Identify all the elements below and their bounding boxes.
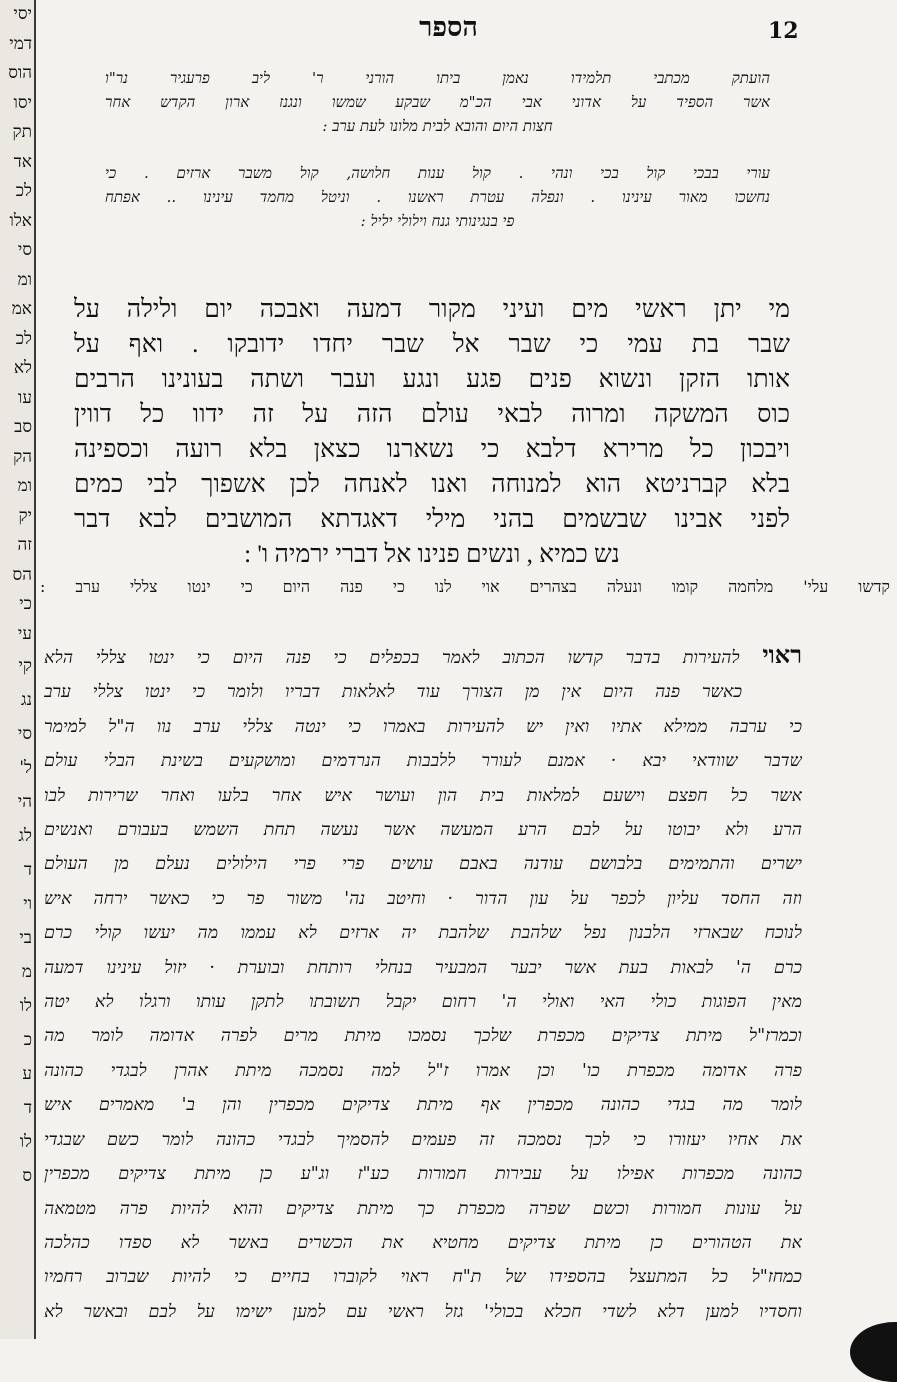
margin-fragment: אמ [11,299,32,319]
intro-paragraph [105,66,770,138]
main-line: שבר בת עמי כי שבר אל שבר יחדו ידובקו . ואף על [74,331,790,358]
commentary-line: לנוכח שבארזי הלבנון נפל שלהבת שלהבת יה ארזים לא עממו מה יעשו קולי כרם [44,923,802,944]
commentary-line: וכמרז"ל מיתת צדיקים מכפרת שלכך נסמכו מיתת מרים לפרה אדומה לומר מה [44,1026,802,1047]
commentary-line: וזה החסד עליון לכפר על עון הדור · וחיטב נה' משור פר כי כאשר ירחה איש [44,888,802,909]
margin-fragment: זה [17,535,32,555]
commentary-line: ישרים והתמימים בלבושם עודנה באבם עושים פרי פרי הילולים נעלם מן העולם [44,854,802,875]
commentary-line: פרה אדומה מכפרת כו' וכן אמרו ז"ל למה נסמכה מיתת אהרן לבגדי כהונה [44,1060,802,1081]
commentary-line: כאשר פנה היום אין מן הצורך עוד לאלאות דבריו ולומר כי ינטו צללי ערב [44,682,742,703]
main-line: נש כמיא , ונשים פנינו אל דברי ירמיה ו' : [244,541,620,568]
margin-fragment: סי [17,724,32,744]
commentary-line: כמחז"ל כל המתעצל בהספידו של ת"ח ראוי לקוברו בחיים כי להיות שברוב רחמיו [44,1267,802,1288]
intro-line: חצות היום והובא לבית מלונו לעת ערב : [322,117,553,135]
commentary-line: כהונה מכפרות אפילו על עבירות חמורות כע"ז וג"ע כן מיתת צדיקים מכפרין [44,1164,802,1185]
margin-fragment: יק [18,505,32,526]
lament-line: עורי בבכי קול בכי ונהי . קול ענות חלושה, קול משבר ארזים . כי [105,164,770,182]
margin-fragment: לכ [15,328,32,349]
main-line: אותו הזקן ונשוא פנים פגע ונגע ועבר ושתה בעונינו הרבים [74,366,790,393]
margin-fragment: הוס [8,63,32,83]
commentary-line: לומר מה בגדי כהונה מכפרין אף מיתת צדיקים מכפרין והן ב' מאמרים איש [44,1095,802,1116]
page-title: הספר [419,12,478,43]
commentary-line: אשר כל חפצם וישעם למלאות בית הון ועושר איש אחר בלעו ואחר שרירות לבו [44,785,802,806]
commentary-line: על עונות חמורות וכשם שפרה מכפרת כך מיתת צדיקים והוא להיות פרה מטמאה [44,1198,802,1219]
margin-fragment: לו [19,1132,32,1152]
commentary-line: כרם ה' לבאות בעת אשר יבער המבעיר בנחלי רותחת ובוערת · יזול עינינו דמעה [44,957,802,978]
margin-fragment: ד [23,1098,32,1118]
commentary-line: שדבר שוודאי יבא · אמנם לעורר ללבבות הנרדמים ומושקעים בשינת הבלי עולם [44,751,802,772]
margin-fragment: קי [18,656,32,676]
commentary [44,638,802,1329]
margin-fragment: וי [23,894,32,914]
margin-fragment: אלו [9,210,32,231]
main-line: מי יתן ראשי מים ועיני מקור דמעה ואבכה יום ולילה על [74,296,790,323]
margin-fragment: ע [22,1064,32,1084]
margin-fragment: בי [19,928,32,948]
margin-fragment: ל' [19,758,32,778]
adjacent-page-margin [0,0,36,1339]
margin-fragment: סב [14,417,32,437]
main-line: ויבכון כל מרירא דלבא כי נשארנו כצאן בלא רועה וכספינה [74,436,790,463]
margin-fragment: הק [13,446,32,467]
intro-line: הועתק מכתבי תלמידו נאמן ביתו הורני ר' ליב פרעגיר נר"ו [105,69,770,87]
margin-fragment: כי [19,594,32,614]
lament-paragraph [105,161,770,233]
lament-line: נחשכו מאור עינינו . ונפלה עטרת ראשנו . וניטל מחמד עינינו .. אפתח [105,188,770,206]
commentary-line: הרע ולא יבוטו על לבם הרע המעשה אשר נעשה תחת השמש בעבורם ואנשים [44,820,802,841]
commentary-first-line [44,638,802,675]
main-line: בלא קברניטא הוא למנוחה ואנו לאנחה לכן אשפוך לבי כמים [74,471,790,498]
margin-fragment: ומ [17,269,32,290]
margin-fragment: כ [23,1030,32,1050]
commentary-line: את אחיו יעזורו כי לכך נסמכה זה פעמים להסמיך לבגדי כהונה לומר כשם שבגדי [44,1129,802,1150]
margin-fragment: לכ [15,181,32,201]
margin-fragment: מ [21,962,32,982]
main-line: לפני אבינו שבשמים בהני מילי דאגדתא המושבים לבא דבר [74,506,790,533]
verse-line: קדשו עלי' מלחמה קומו ונעלה בצהרים אוי לנו כי פנה היום כי ינטו צללי ערב : [40,577,890,596]
margin-fragment: ומ [17,476,32,496]
margin-fragment: אד [13,151,32,172]
main-paragraph [74,292,790,572]
margin-fragment: ד [23,860,32,880]
lament-line: פי בנגינותי גנח וילולי יליל : [360,212,515,230]
commentary-line: כי ערבה ממילא אתיו ואין יש להעירות באמרו כי ינטה צללי ערב נוו ה"ל למימר [44,716,802,737]
margin-fragment: לא [13,358,32,378]
margin-fragment: לו [19,996,32,1016]
margin-fragment: תק [12,122,32,142]
margin-fragment: סי [17,240,32,260]
margin-fragment: יסו [13,92,32,113]
margin-fragment: דמי [9,33,32,54]
commentary-line: וחסדיו למען דלא לשדי חכלא בכולי' גזל ראשי עם למען ישימו על לבם ובאשר לא [44,1301,802,1322]
margin-fragment: יסי [13,4,32,24]
library-stamp [850,1322,897,1382]
margin-fragment: ס [22,1166,32,1186]
commentary-line: מאין הפוגות כולי האי ואולי ה' רחום יקבל תשובתו לתקן עותו ורגלו לא יטה [44,992,802,1013]
margin-fragment: הס [12,564,32,585]
page-number: 12 [768,18,799,44]
intro-line: אשר הספיד על אדוני אבי הכ"מ שבקע שמשו ונגנז ארון הקדש אחר [105,93,770,111]
margin-fragment: הי [17,792,32,812]
commentary-first-line-text: להעירות בדבר קדשו הכתוב לאמר בכפלים כי פנה היום כי ינטו צללי הלא [44,648,740,668]
margin-fragment: לג [18,826,32,846]
commentary-first-word: ראוי [762,640,802,669]
main-line: כוס המשקה ומרוה לבאי עולם הזה על זה ידוו כל דווין [74,401,790,428]
margin-fragment: נג [20,690,32,710]
commentary-line: את הטהורים כן מיתת צדיקים מחטיא את הכשרים באשר לא ספדו כהלכה [44,1232,802,1253]
verse-quote [40,576,890,598]
margin-fragment: עו [18,387,32,408]
margin-fragment: עי [17,623,32,644]
